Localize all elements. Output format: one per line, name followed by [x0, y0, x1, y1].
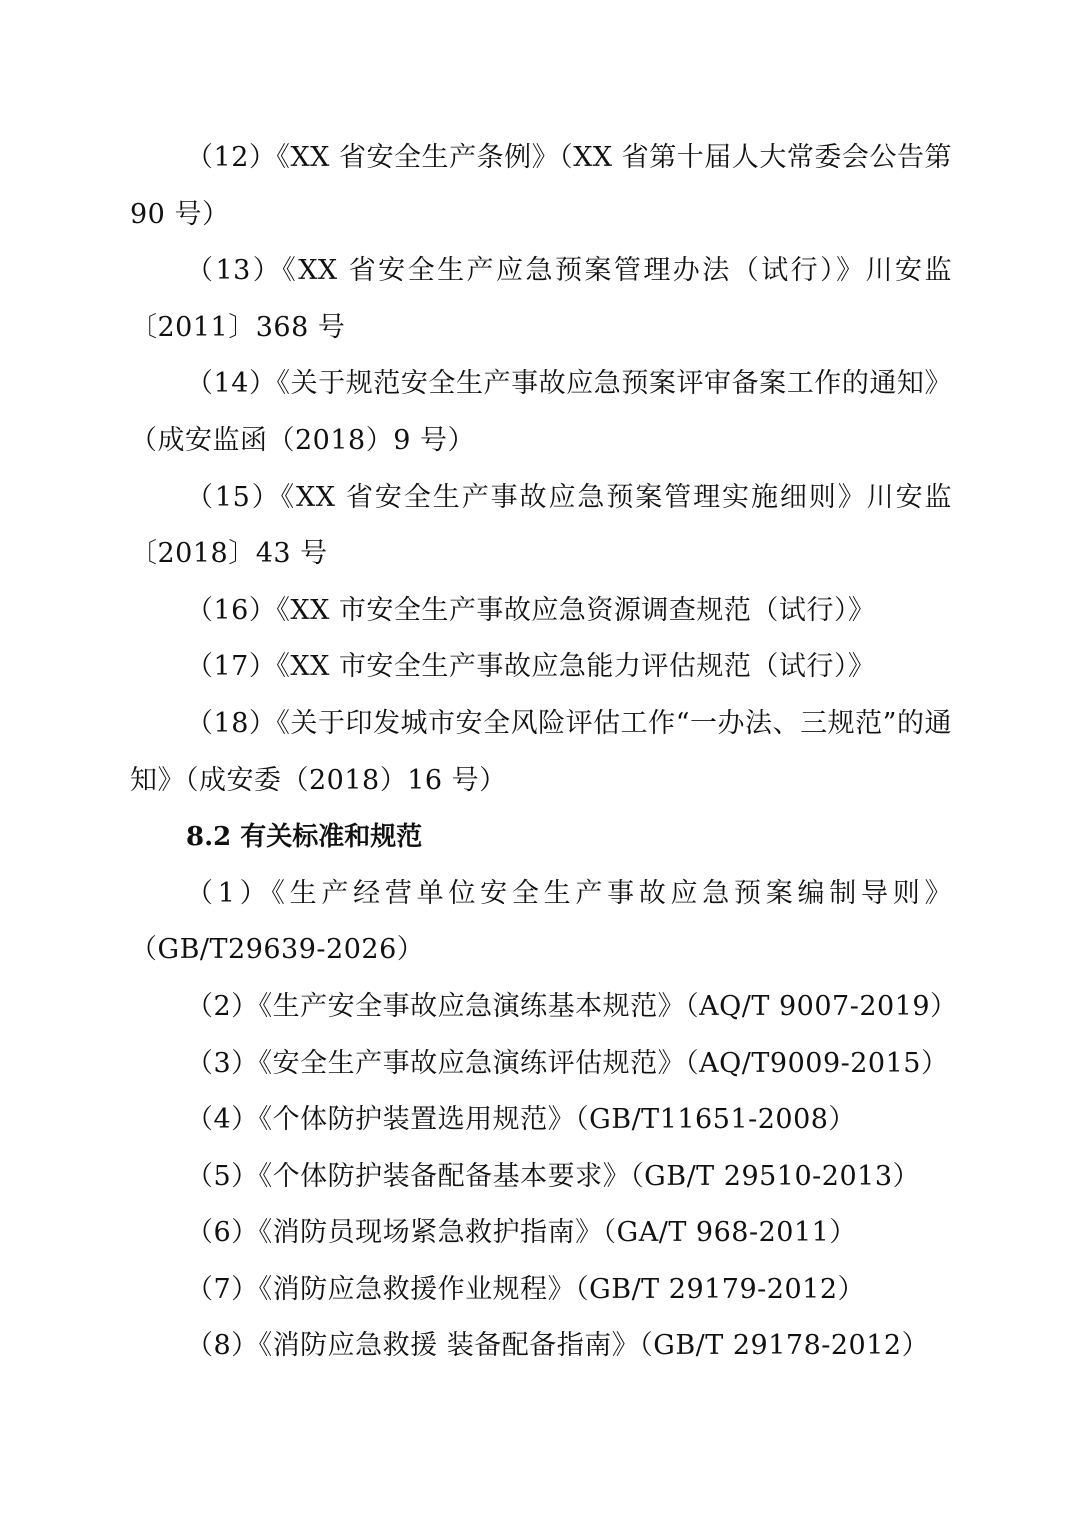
standard-item-4: （4）《个体防护装置选用规范》（GB/T11651-2008）: [186, 1104, 856, 1136]
document-page: [130, 130, 958, 1375]
list-item-14: （14）《关于规范安全生产事故应急预案评审备案工作的通知》（成安监函（2018）9 号）: [130, 368, 952, 456]
list-item-17: （17）《XX 市安全生产事故应急能力评估规范（试行）》: [186, 651, 876, 683]
standard-item-7: （7）《消防应急救援作业规程》（GB/T 29179-2012）: [186, 1273, 866, 1305]
standard-item-3: （3）《安全生产事故应急演练评估规范》（AQ/T9009-2015）: [186, 1047, 949, 1079]
list-item-13: （13）《XX 省安全生产应急预案管理办法（试行）》川安监〔2011〕368 号: [130, 255, 952, 343]
standard-item-8: （8）《消防应急救援 装备配备指南》（GB/T 29178-2012）: [186, 1330, 930, 1362]
list-item-15: （15）《XX 省安全生产事故应急预案管理实施细则》川安监〔2018〕43 号: [130, 481, 952, 570]
list-item-18: （18）《关于印发城市安全风险评估工作“一办法、三规范”的通知》（成安委（2018）16 号）: [130, 707, 952, 796]
list-item-16: （16）《XX 市安全生产事故应急资源调查规范（试行）》: [186, 594, 876, 626]
standard-item-6: （6）《消防员现场紧急救护指南》（GA/T 968-2011）: [186, 1217, 857, 1249]
standard-item-2: （2）《生产安全事故应急演练基本规范》（AQ/T 9007-2019）: [186, 990, 958, 1022]
list-item-12: （12）《XX 省安全生产条例》（XX 省第十届人大常委会公告第 90 号）: [130, 142, 952, 230]
section-heading: 8.2 有关标准和规范: [186, 822, 423, 853]
standard-item-5: （5）《个体防护装备配备基本要求》（GB/T 29510-2013）: [186, 1160, 921, 1192]
standard-item-1: （1）《生产经营单位安全生产事故应急预案编制导则》（GB/T29639-2026）: [130, 877, 952, 966]
